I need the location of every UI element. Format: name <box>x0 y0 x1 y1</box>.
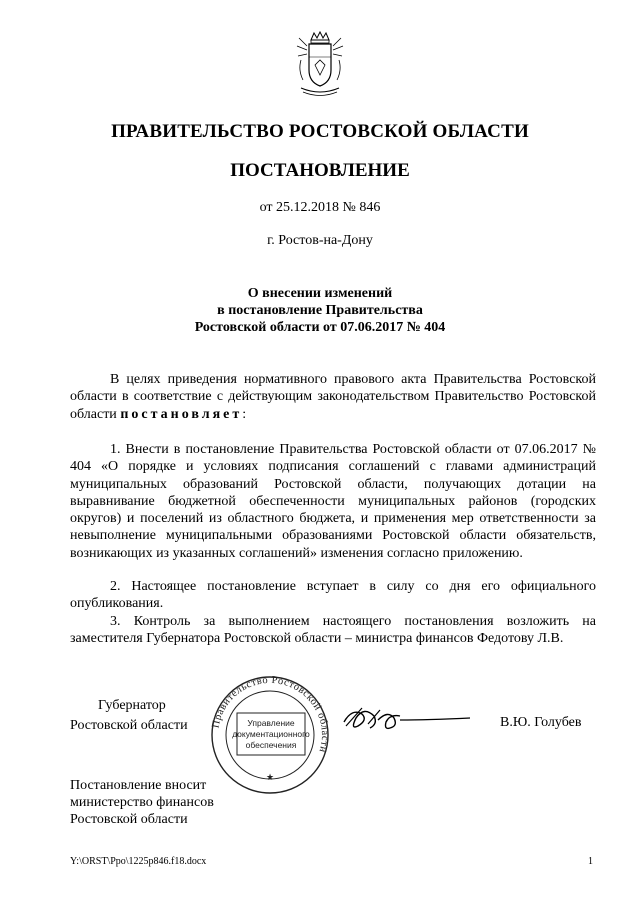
signatory-title-line-2: Ростовской области <box>70 718 188 733</box>
stamp-center-line: обеспечения <box>245 740 297 750</box>
signatory-title-line-1: Губернатор <box>98 698 166 713</box>
organization-title: ПРАВИТЕЛЬСТВО РОСТОВСКОЙ ОБЛАСТИ <box>111 121 529 142</box>
stamp-center-line: документационного <box>232 729 310 739</box>
preamble-paragraph <box>70 371 596 423</box>
submitter-line: министерство финансов <box>70 795 214 810</box>
document-city: г. Ростов-на-Дону <box>267 233 373 248</box>
preamble-end: : <box>242 406 247 422</box>
submitter-block <box>70 777 214 828</box>
signatory-name: В.Ю. Голубев <box>500 715 582 730</box>
handwritten-signature <box>338 700 478 738</box>
item-1-text: 1. Внести в постановление Правительства Ростовской области от 07.06.2017 № 404 «О порядке и условиях подписания соглашений с главами администраций муниципальных образований Ростовской области, получающих дотации на выравнивание бюджетной обеспеченности муниципальных районов (городских округов) и поселений из областного бюджета, и применения мер ответственности за невыполнение муниципальными образованиями Ростовской области обязательств, возникающих из указанных соглашений» изменения согласно приложению. <box>70 442 596 561</box>
subject-line: Ростовской области от 07.06.2017 № 404 <box>194 320 446 335</box>
svg-text:★: ★ <box>265 773 275 783</box>
item-3-paragraph <box>70 613 596 648</box>
official-stamp <box>205 675 335 795</box>
item-2-text: 2. Настоящее постановление вступает в силу со дня его официального опубликования. <box>70 579 596 612</box>
submitter-line: Постановление вносит <box>70 778 207 793</box>
stamp-ring-text: Правительство Ростовской области <box>210 675 331 754</box>
document-subject <box>0 285 640 336</box>
subject-line: О внесении изменений <box>247 286 393 301</box>
submitter-line: Ростовской области <box>70 812 188 827</box>
file-path-footer: Y:\ORST\Ppo\1225p846.f18.docx <box>70 856 207 867</box>
stamp-center-line: Управление <box>247 718 295 728</box>
document-date-number: от 25.12.2018 № 846 <box>259 200 381 215</box>
item-2-paragraph <box>70 578 596 613</box>
preamble-text: В целях приведения нормативного правового акта Правительства Ростовской области в соответствие с действующим законодательством Правительство Ростовской области <box>70 372 596 422</box>
subject-line: в постановление Правительства <box>217 303 423 318</box>
rostov-oblast-coat-of-arms-icon <box>293 30 347 100</box>
document-type-heading: ПОСТАНОВЛЕНИЕ <box>230 160 410 181</box>
preamble-keyword: постановляет <box>120 406 243 422</box>
item-3-text: 3. Контроль за выполнением настоящего постановления возложить на заместителя Губернатора Ростовской области – министра финансов Федотову Л.В. <box>70 614 596 647</box>
item-1-paragraph <box>70 441 596 562</box>
page-number: 1 <box>588 856 593 867</box>
